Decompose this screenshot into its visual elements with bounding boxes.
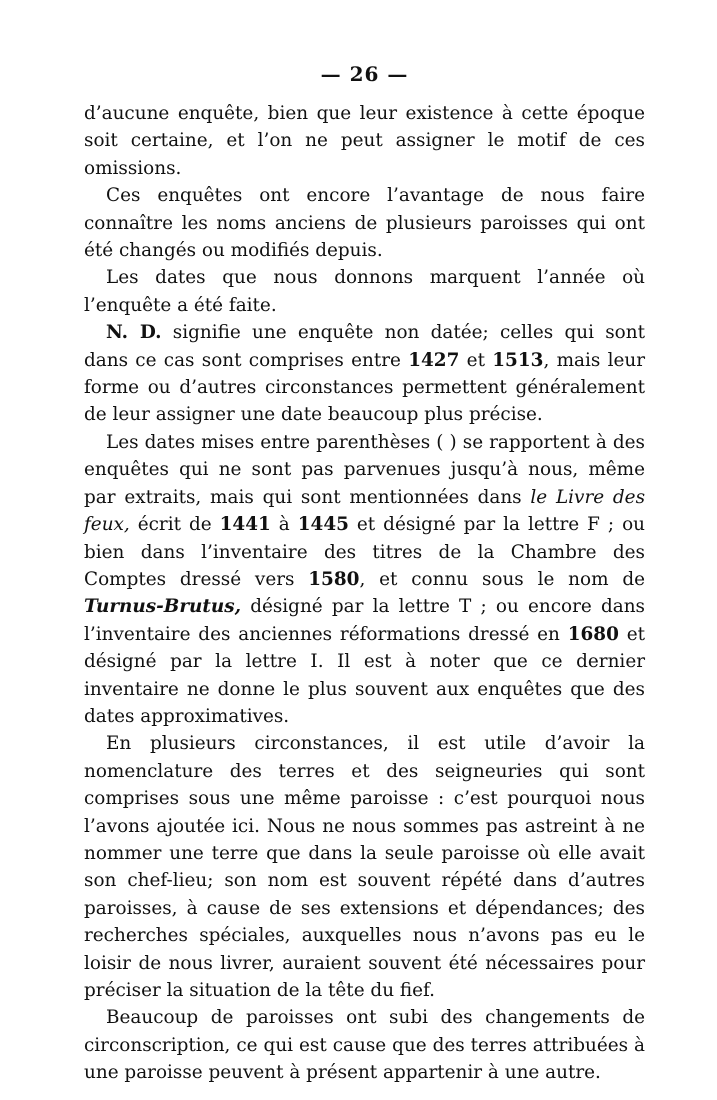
year-1445: 1445 (297, 514, 349, 536)
livre-des-feux-title: le Livre des feux, (84, 486, 646, 536)
paragraph-1-text: d’aucune enquête, bien que leur existence à cette époque soit certaine, et l’on ne peut assigner le motif de ces omissions. (84, 103, 645, 179)
paragraph-6 (84, 730, 645, 1004)
paragraph-4-part-3: , mais leur forme ou d’autres circonstances permettent généralement de leur assigner une date beaucoup plus précise. (84, 349, 645, 426)
paragraph-4-part-1: signifie une enquête non datée; celles qui sont dans ce cas sont comprises entre (84, 322, 645, 371)
year-1427: 1427 (408, 349, 460, 371)
paragraph-5-part-6: désigné par la lettre T ; ou encore dans l’inventaire des anciennes réformations dressé en (84, 596, 645, 645)
paragraph-5-part-3: à (270, 514, 298, 536)
page-number: — 26 — (320, 62, 409, 86)
paragraph-4 (84, 319, 645, 429)
paragraph-5-part-5: , et connu sous le nom de (359, 568, 646, 590)
paragraph-5 (84, 429, 645, 730)
paragraph-5-part-2: écrit de (129, 514, 220, 536)
year-1680: 1680 (567, 623, 619, 645)
paragraph-3 (84, 264, 645, 319)
nd-abbreviation: N. D. (106, 322, 162, 344)
paragraph-2 (84, 182, 645, 264)
year-1441: 1441 (219, 514, 271, 536)
paragraph-1 (84, 100, 645, 182)
paragraph-5-part-4: et désigné par la lettre F ; ou bien dans l’inventaire des titres de la Chambre des Comptes dressé vers (84, 514, 645, 590)
paragraph-7 (84, 1004, 645, 1086)
paragraph-5-part-7: et désigné par la lettre I. Il est à noter que ce dernier inventaire ne donne le plus souvent aux enquêtes que des dates approximatives. (84, 623, 646, 727)
paragraph-2-text: Ces enquêtes ont encore l’avantage de nous faire connaître les noms anciens de plusieurs paroisses qui ont été changés ou modifiés depuis. (84, 185, 645, 262)
year-1580: 1580 (308, 568, 360, 590)
paragraph-6-text: En plusieurs circonstances, il est utile d’avoir la nomenclature des terres et des seigneuries qui sont comprises sous une même paroisse : c’est pourquoi nous l’avons ajoutée ici. Nous ne nous sommes pas astreint à ne nommer une terre que dans la seule paroisse où elle avait son chef-lieu; son nom est souvent répété dans d’autres paroisses, à cause de ses extensions et dépendances; des recherches spéciales, auxquelles nous n’avons pas eu le loisir de nous livrer, auraient souvent été nécessaires pour préciser la situation de la tête du fief. (84, 733, 645, 1001)
paragraph-5-part-1: Les dates mises entre parenthèses ( ) se rapportent à des enquêtes qui ne sont pas parvenues jusqu’à nous, même par extraits, mais qui sont mentionnées dans (84, 431, 645, 508)
paragraph-7-text: Beaucoup de paroisses ont subi des changements de circonscription, ce qui est cause que des terres attribuées à une paroisse peuvent à présent appartenir à une autre. (84, 1007, 645, 1084)
paragraph-4-part-2: et (459, 349, 493, 371)
year-1513: 1513 (492, 349, 544, 371)
turnus-brutus-title: Turnus-Brutus, (84, 596, 242, 618)
paragraph-3-text: Les dates que nous donnons marquent l’année où l’enquête a été faite. (84, 267, 645, 316)
